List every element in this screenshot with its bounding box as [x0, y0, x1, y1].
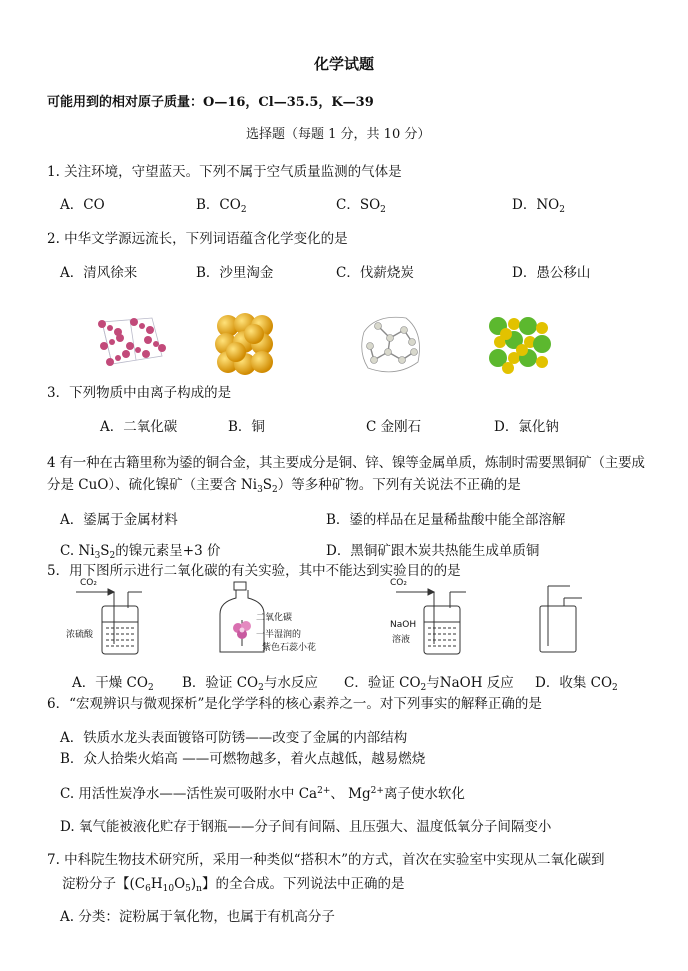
q5-option-d: D．收集 $CO_2$ — [535, 675, 618, 693]
drying-bottle-diagram — [72, 588, 152, 658]
q3-option-c: C 金刚石 — [366, 419, 422, 435]
q1-option-c: C．$SO_2$ — [336, 197, 386, 215]
gas-collection-bottle-diagram — [530, 584, 586, 656]
sodium-chloride-structure-image — [486, 312, 552, 376]
q6-option-b: B．众人拾柴火焰高 ——可燃物越多，着火点越低，越易燃烧 — [60, 751, 426, 767]
q5-option-b: B．验证 $CO_2$与水反应 — [182, 675, 318, 693]
fig-a-acid-label: 浓硫酸 — [66, 630, 94, 640]
question-3: 3．下列物质中由离子构成的是 — [47, 385, 232, 401]
naoh-bottle-diagram — [392, 588, 476, 658]
copper-atom-packing-image — [214, 312, 276, 378]
q2-option-d: D．愚公移山 — [512, 265, 591, 281]
fig-b-flower-label-1: 一半湿润的 — [256, 630, 302, 640]
page-title: 化学试题 — [313, 55, 374, 73]
question-5: 5．用下图所示进行二氧化碳的有关实验，其中不能达到实验目的的是 — [47, 563, 461, 579]
q1-option-a: A．CO — [60, 197, 105, 213]
q5-option-a: A．干燥 $CO_2$ — [72, 675, 154, 693]
q6-option-c: C. 用活性炭净水——活性炭可吸附水中 $Ca^{2+}$、 $Mg^{2+}$离子使水软化 — [60, 786, 465, 802]
q4-option-b: B．鋈的样品在足量稀盐酸中能全部溶解 — [326, 512, 566, 528]
question-6: 6．“宏观辨识与微观探析”是化学学科的核心素养之一。对下列事实的解释正确的是 — [47, 696, 542, 712]
q2-option-a: A．清风徐来 — [60, 265, 138, 281]
q2-option-c: C．伐薪烧炭 — [336, 265, 414, 281]
q3-option-b: B．铜 — [228, 419, 265, 435]
co2-crystal-structure-image — [90, 312, 170, 376]
q2-option-b: B．沙里淘金 — [196, 265, 274, 281]
q7-option-a: A. 分类：淀粉属于氧化物，也属于有机高分子 — [60, 909, 335, 925]
question-4-line-1: 4 有一种在古籍里称为鋈的铜合金，其主要成分是铜、锌、镍等金属单质，炼制时需要黑铜矿（主要成 — [47, 455, 645, 471]
atomic-masses: 可能用到的相对原子质量：O—16，Cl—35.5，K—39 — [47, 95, 374, 110]
q6-option-a: A．铁质水龙头表面镀铬可防锈——改变了金属的内部结构 — [60, 730, 408, 746]
question-7-line-2: 淀粉分子【$(C_6H_{10}O_5)_n$】的全合成。下列说法中正确的是 — [62, 876, 405, 894]
q4-option-d: D．黑铜矿跟木炭共热能生成单质铜 — [326, 543, 540, 559]
section-heading: 选择题（每题 1 分，共 10 分） — [246, 127, 431, 142]
q3-option-a: A．二氧化碳 — [100, 419, 178, 435]
question-4-line-2: 分是 CuO）、硫化镍矿（主要含 $Ni_3S_2$）等多种矿物。下列有关说法不正确的是 — [47, 477, 521, 495]
fig-c-naoh-label-2: 溶液 — [392, 635, 411, 645]
question-7-line-1: 7. 中科院生物技术研究所，采用一种类似“搭积木”的方式，首次在实验室中实现从二氧化碳到 — [47, 852, 605, 868]
q4-option-a: A．鋈属于金属材料 — [60, 512, 178, 528]
question-1: 1. 关注环境，守望蓝天。下列不属于空气质量监测的气体是 — [47, 164, 402, 180]
diamond-structure-image — [356, 312, 426, 378]
fig-c-co2-label: CO₂ — [390, 578, 407, 588]
q3-option-d: D．氯化钠 — [494, 419, 559, 435]
q5-option-c: C．验证 $CO_2$与NaOH 反应 — [344, 675, 514, 693]
q1-option-d: D．$NO_2$ — [512, 197, 565, 215]
fig-b-flower-label-2: 紫色石蕊小花 — [262, 643, 317, 653]
q1-option-b: B．$CO_2$ — [196, 197, 247, 215]
fig-a-co2-label: CO₂ — [80, 578, 97, 588]
question-2: 2. 中华文学源远流长，下列词语蕴含化学变化的是 — [47, 231, 348, 247]
fig-b-co2-label: 二氧化碳 — [256, 613, 293, 623]
q6-option-d: D. 氧气能被液化贮存于钢瓶——分子间有间隔、且压强大、温度低氧分子间隔变小 — [60, 819, 552, 835]
q4-option-c: C. $Ni_3S_2$的镍元素呈+3 价 — [60, 543, 221, 561]
fig-c-naoh-label-1: NaOH — [390, 620, 417, 630]
